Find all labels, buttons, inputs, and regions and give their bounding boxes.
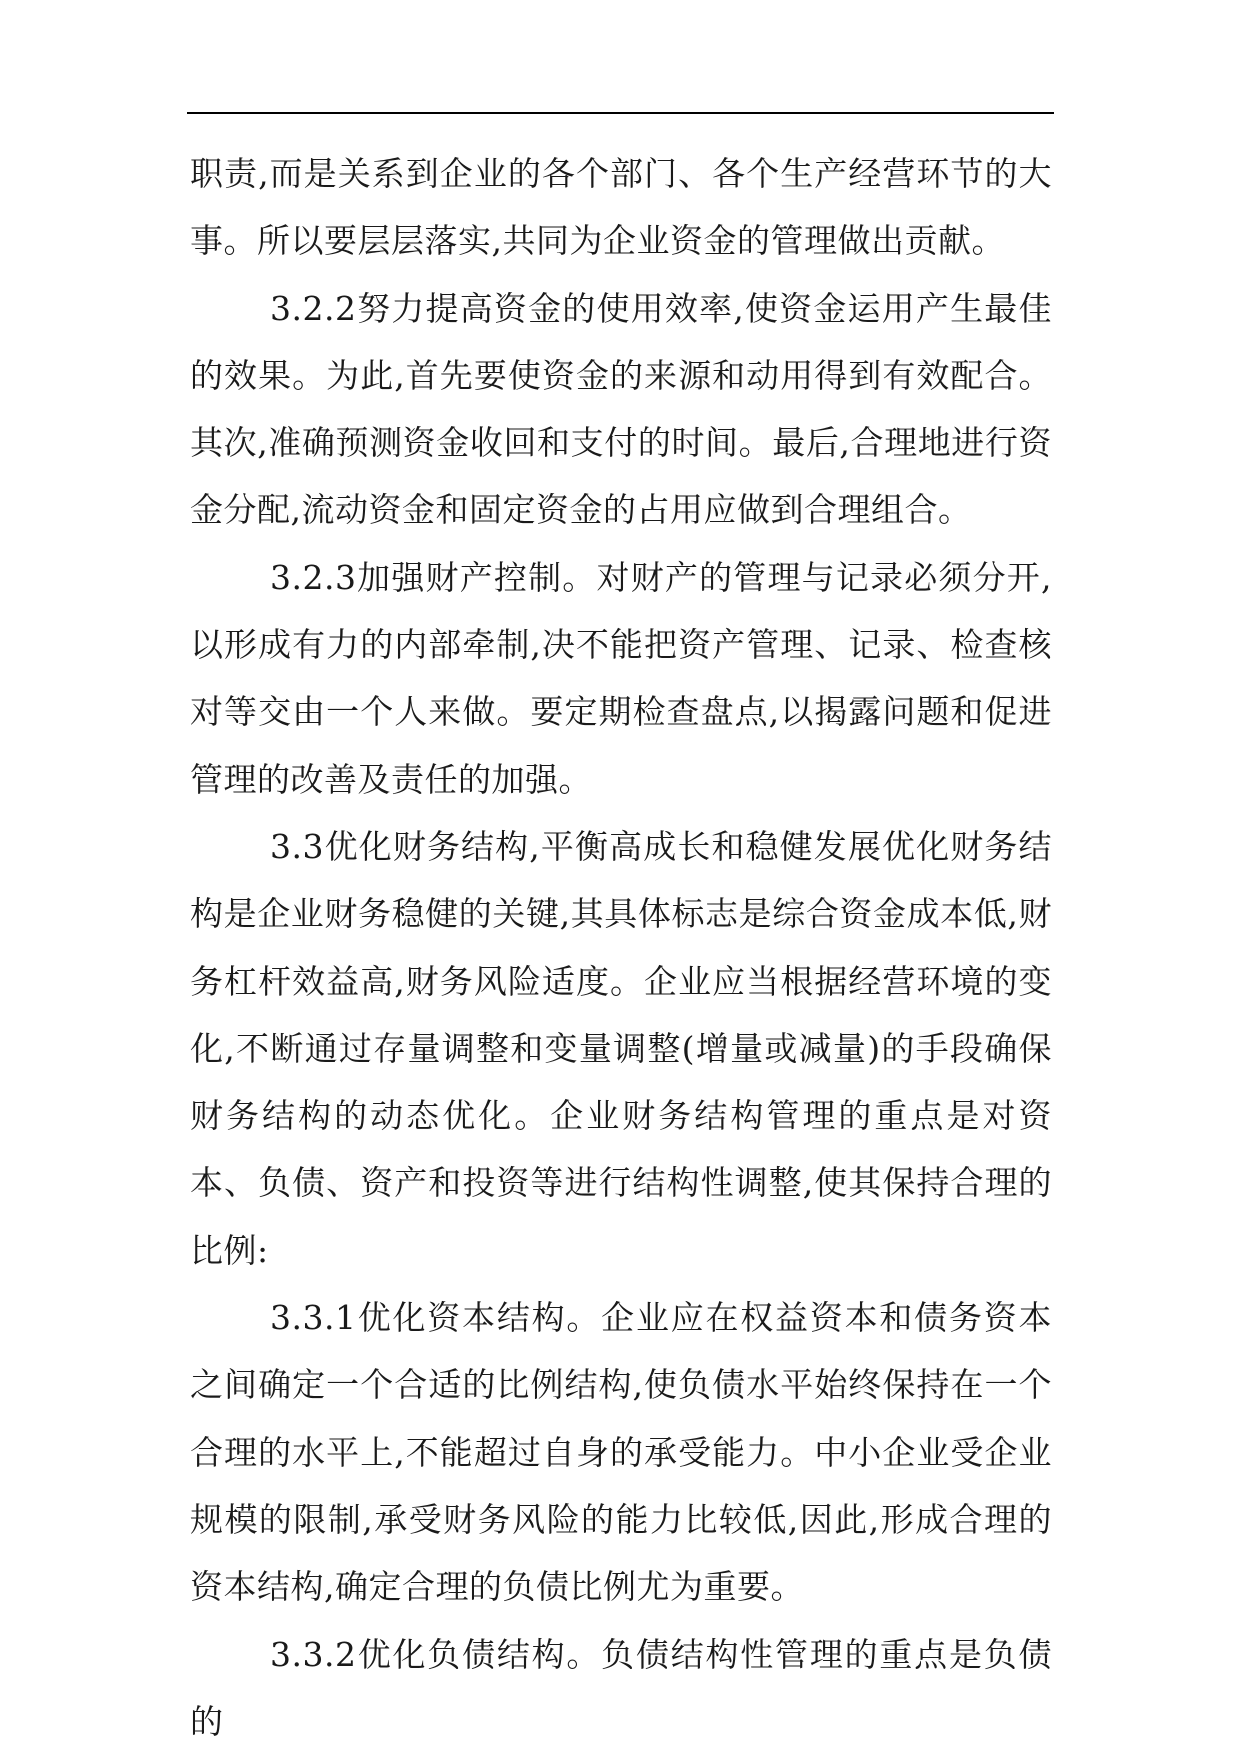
paragraph-6: 3.3.2优化负债结构。负债结构性管理的重点是负债的 xyxy=(190,1634,1052,1741)
paragraph-4: 3.3优化财务结构,平衡高成长和稳健发展优化财务结构是企业财务稳健的关键,其具体标志是综合资金成本低,财务杠杆效益高,财务风险适度。企业应当根据经营环境的变化,不断通过存量调整和变量调整(增量或减量)的手段确保财务结构的动态优化。企业财务结构管理的重点是对资本、负债、资产和投资等进行结构性调整,使其保持合理的比例: xyxy=(190,826,1052,1270)
paragraph-1: 职责,而是关系到企业的各个部门、各个生产经营环节的大事。所以要层层落实,共同为企业资金的管理做出贡献。 xyxy=(190,154,1052,261)
paragraph-5: 3.3.1优化资本结构。企业应在权益资本和债务资本之间确定一个合适的比例结构,使负债水平始终保持在一个合理的水平上,不能超过自身的承受能力。中小企业受企业规模的限制,承受财务风险的能力比较低,因此,形成合理的资本结构,确定合理的负债比例尤为重要。 xyxy=(190,1298,1052,1607)
paragraph-3: 3.2.3加强财产控制。对财产的管理与记录必须分开,以形成有力的内部牵制,决不能把资产管理、记录、检查核对等交由一个人来做。要定期检查盘点,以揭露问题和促进管理的改善及责任的加强。 xyxy=(190,557,1052,799)
document-body xyxy=(190,140,1052,1755)
header-rule xyxy=(187,112,1054,114)
paragraph-2: 3.2.2努力提高资金的使用效率,使资金运用产生最佳的效果。为此,首先要使资金的来源和动用得到有效配合。其次,准确预测资金收回和支付的时间。最后,合理地进行资金分配,流动资金和固定资金的占用应做到合理组合。 xyxy=(190,288,1052,530)
